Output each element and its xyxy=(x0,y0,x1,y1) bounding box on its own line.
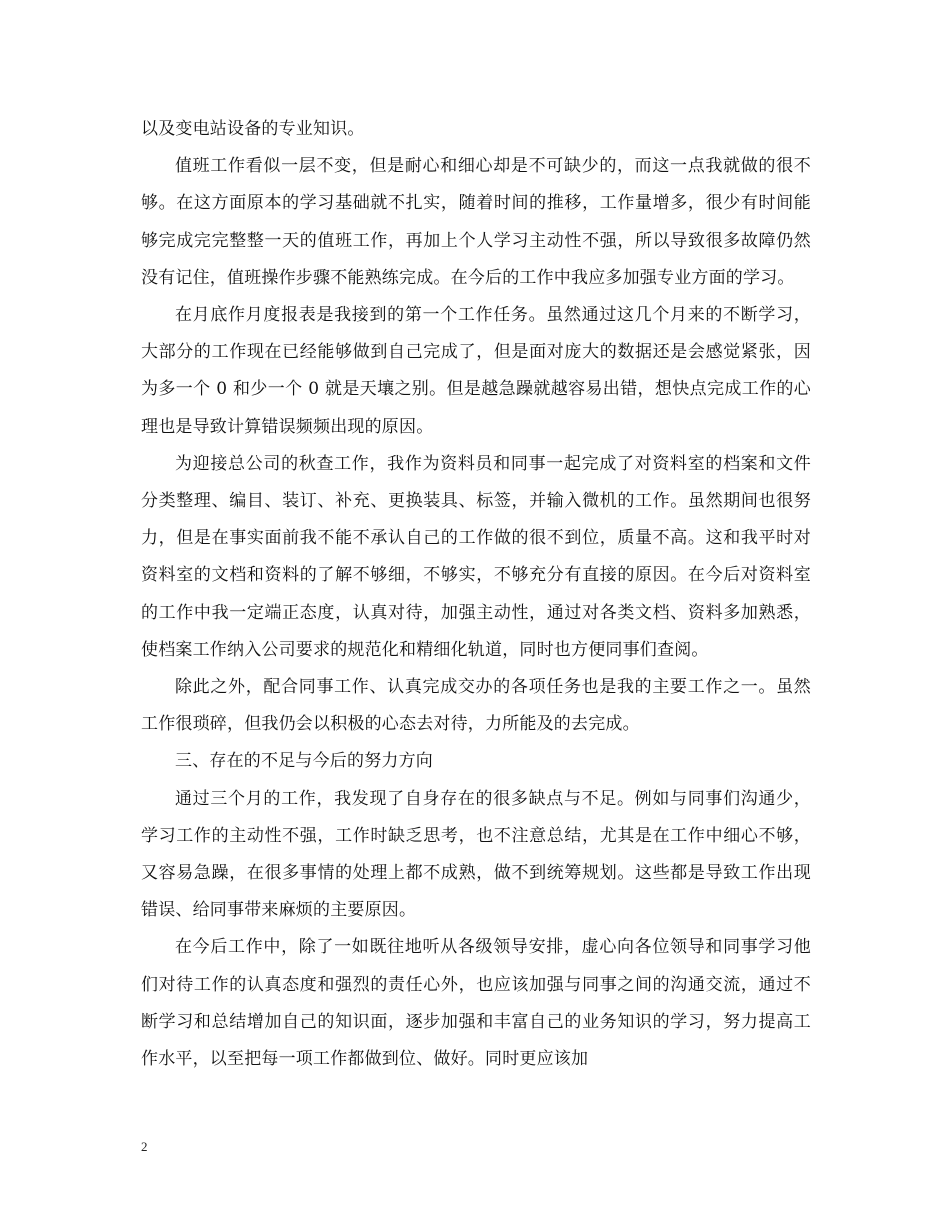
paragraph-8: 在今后工作中，除了一如既往地听从各级领导安排，虚心向各位领导和同事学习他们对待工作的认真态度和强烈的责任心外，也应该加强与同事之间的沟通交流，通过不断学习和总结增加自己的知识面，逐步加强和丰富自己的业务知识的学习，努力提高工作水平，以至把每一项工作都做到位、做好。同时更应该加 xyxy=(141,937,811,1070)
paragraph-2: 值班工作看似一层不变，但是耐心和细心却是不可缺少的，而这一点我就做的很不够。在这方面原本的学习基础就不扎实，随着时间的推移，工作量增多，很少有时间能够完成完完整整一天的值班工作，再加上个人学习主动性不强，所以导致很多故障仍然没有记住，值班操作步骤不能熟练完成。在今后的工作中我应多加强专业方面的学习。 xyxy=(141,156,811,288)
paragraph-1: 以及变电站设备的专业知识。 xyxy=(141,119,365,139)
paragraph-7: 通过三个月的工作，我发现了自身存在的很多缺点与不足。例如与同事们沟通少，学习工作的主动性不强，工作时缺乏思考，也不注意总结，尤其是在工作中细心不够，又容易急躁，在很多事情的处理上都不成熟，做不到统筹规划。这些都是导致工作出现错误、给同事带来麻烦的主要原因。 xyxy=(141,788,811,921)
paragraph-3: 在月底作月度报表是我接到的第一个工作任务。虽然通过这几个月来的不断学习，大部分的工作现在已经能够做到自己完成了，但是面对庞大的数据还是会感觉紧张，因为多一个 0 和少一个 0 就是天壤之别。但是越急躁就越容易出错，想快点完成工作的心理也是导致计算错误频频出现的原因。 xyxy=(141,305,811,437)
section-heading: 三、存在的不足与今后的努力方向 xyxy=(175,751,433,772)
paragraph-4: 为迎接总公司的秋查工作，我作为资料员和同事一起完成了对资料室的档案和文件分类整理、编目、装订、补充、更换装具、标签，并输入微机的工作。虽然期间也很努力，但是在事实面前我不能不承认自己的工作做的很不到位，质量不高。这和我平时对资料室的文档和资料的了解不够细，不够实，不够充分有直接的原因。在今后对资料室的工作中我一定端正态度，认真对待，加强主动性，通过对各类文档、资料多加熟悉，使档案工作纳入公司要求的规范化和精细化轨道，同时也方便同事们查阅。 xyxy=(141,453,811,660)
page-number: 2 xyxy=(141,1139,148,1154)
paragraph-5: 除此之外，配合同事工作、认真完成交办的各项任务也是我的主要工作之一。虽然工作很琐碎，但我仍会以积极的心态去对待，力所能及的去完成。 xyxy=(141,677,811,735)
document-body xyxy=(141,111,811,1078)
